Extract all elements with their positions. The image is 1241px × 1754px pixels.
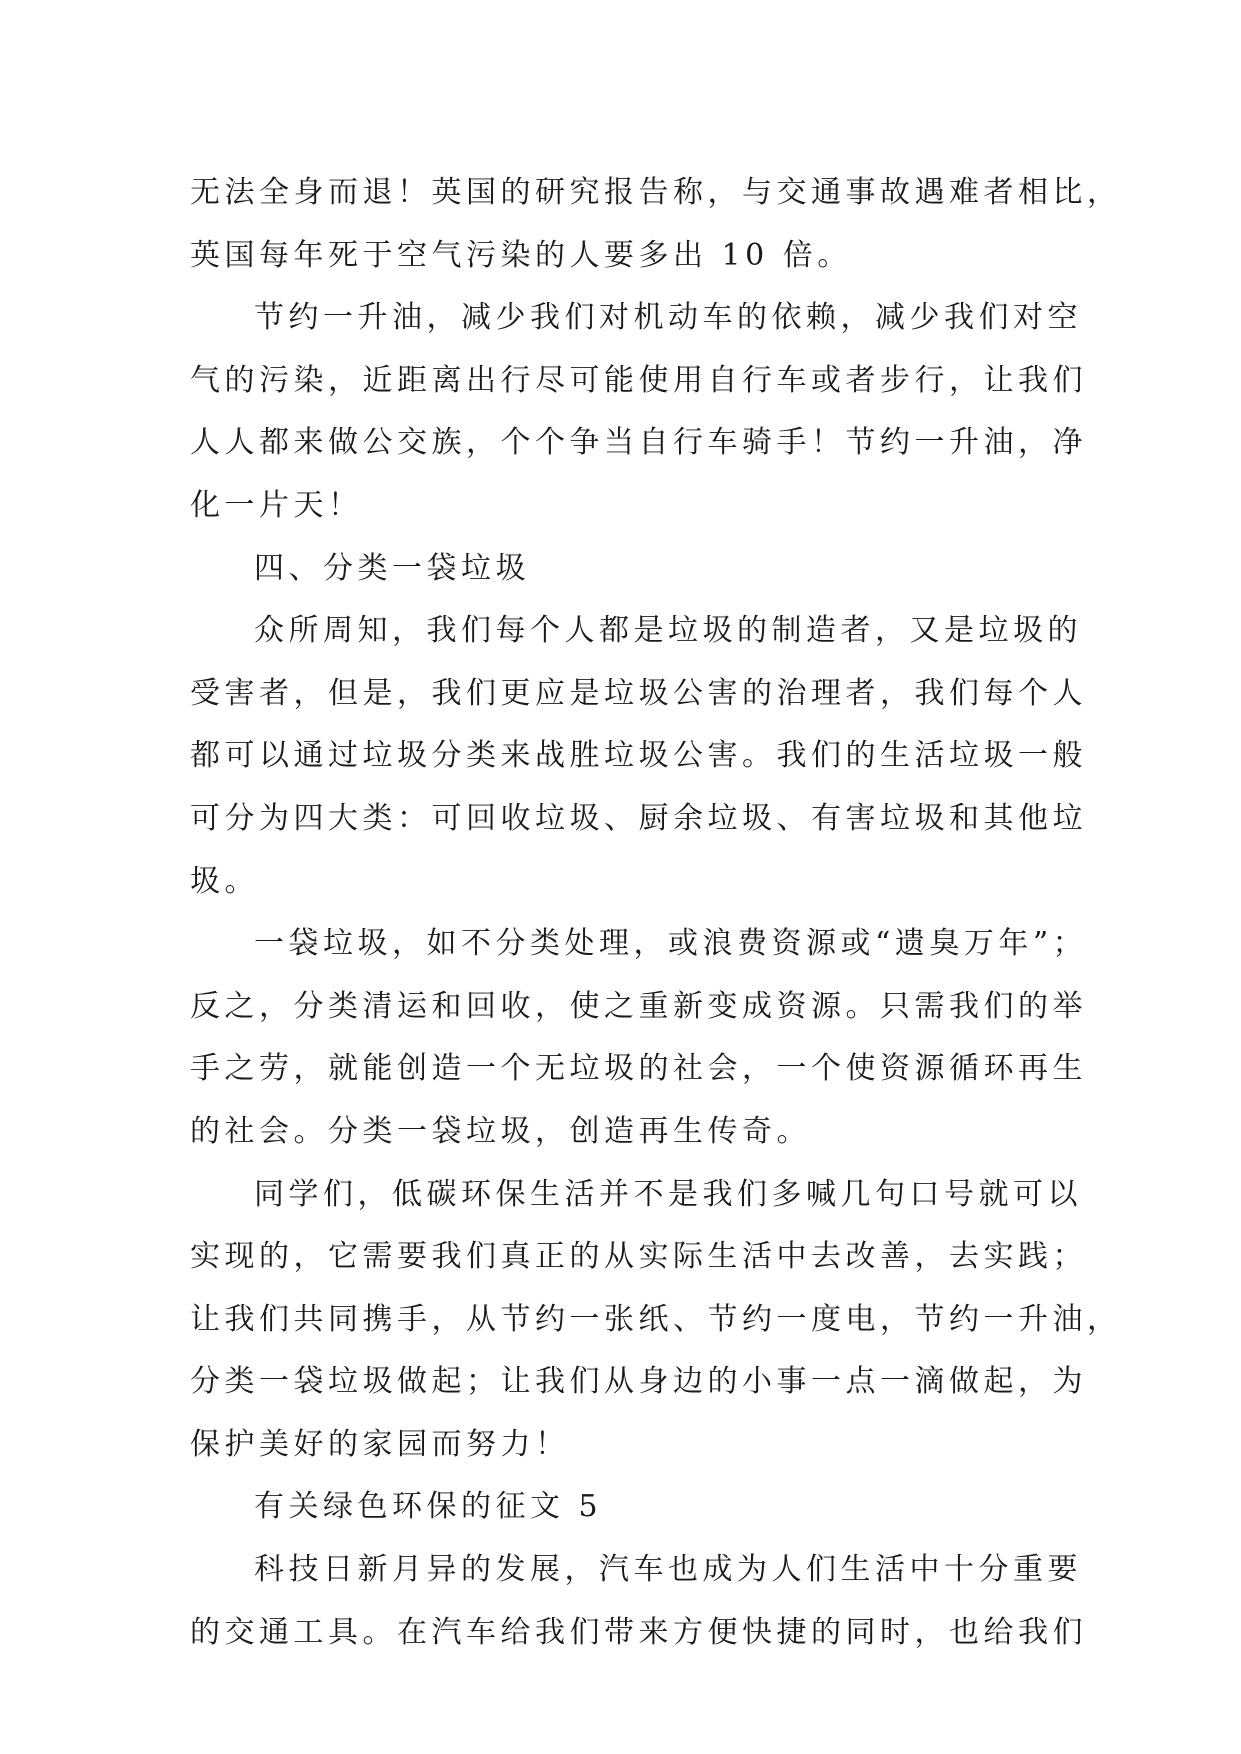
text-line: 圾。 xyxy=(190,863,259,899)
document-body xyxy=(190,162,1122,1664)
text-line: 分类一袋垃圾做起；让我们从身边的小事一点一滴做起，为 xyxy=(190,1364,1087,1400)
text-line: 的交通工具。在汽车给我们带来方便快捷的同时，也给我们 xyxy=(190,1614,1087,1650)
text-line: 实现的，它需要我们真正的从实际生活中去改善，去实践； xyxy=(190,1239,1087,1275)
text-line: 无法全身而退！英国的研究报告称，与交通事故遇难者相比， xyxy=(190,175,1122,210)
text-line: 科技日新月异的发展，汽车也成为人们生活中十分重要 xyxy=(254,1552,1082,1588)
text-line: 化一片天！ xyxy=(190,487,363,523)
text-line: 的社会。分类一袋垃圾，创造再生传奇。 xyxy=(190,1113,811,1149)
text-line: 受害者，但是，我们更应是垃圾公害的治理者，我们每个人 xyxy=(190,675,1087,711)
text-line: 气的污染，近距离出行尽可能使用自行车或者步行，让我们 xyxy=(190,362,1087,398)
text-line: 手之劳，就能创造一个无垃圾的社会，一个使资源循环再生 xyxy=(190,1051,1087,1087)
text-line: 节约一升油，减少我们对机动车的依赖，减少我们对空 xyxy=(254,300,1082,336)
text-line: 有关绿色环保的征文 5 xyxy=(254,1489,603,1525)
text-line: 人人都来做公交族，个个争当自行车骑手！节约一升油，净 xyxy=(190,425,1087,461)
text-line: 保护美好的家园而努力！ xyxy=(190,1426,570,1462)
text-line: 四、分类一袋垃圾 xyxy=(254,550,530,586)
text-line: 一袋垃圾，如不分类处理，或浪费资源或“遗臭万年”； xyxy=(254,926,1088,962)
text-line: 同学们，低碳环保生活并不是我们多喊几句口号就可以 xyxy=(254,1176,1082,1212)
text-line: 让我们共同携手，从节约一张纸、节约一度电，节约一升油， xyxy=(190,1301,1122,1337)
text-line: 众所周知，我们每个人都是垃圾的制造者，又是垃圾的 xyxy=(254,613,1082,649)
text-line: 可分为四大类：可回收垃圾、厨余垃圾、有害垃圾和其他垃 xyxy=(190,800,1087,836)
text-line: 都可以通过垃圾分类来战胜垃圾公害。我们的生活垃圾一般 xyxy=(190,738,1087,774)
text-line: 英国每年死于空气污染的人要多出 10 倍。 xyxy=(190,237,852,273)
text-line: 反之，分类清运和回收，使之重新变成资源。只需我们的举 xyxy=(190,988,1087,1024)
